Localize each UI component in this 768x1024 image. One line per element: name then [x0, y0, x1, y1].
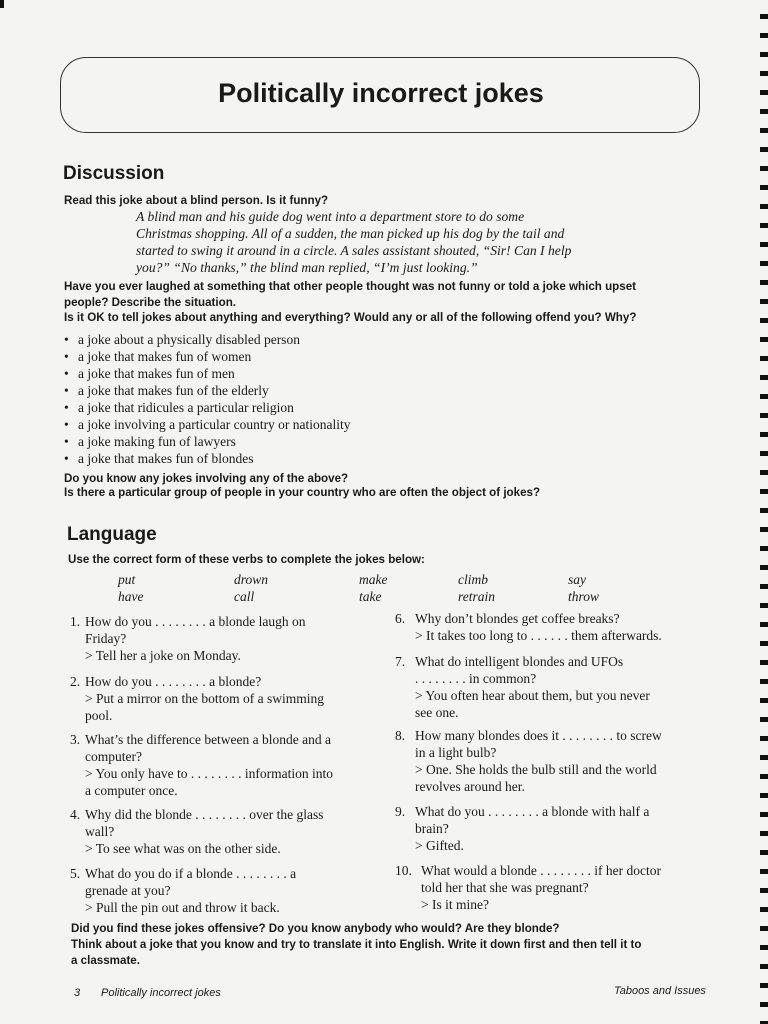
joke-line: started to swing it around in a circle. A sales assistant shouted, “Sir! Can I help [136, 243, 572, 258]
question-line: Did you find these jokes offensive? Do you know anybody who would? Are they blonde? [71, 922, 560, 935]
item-number: 4. [70, 807, 81, 822]
list-item: • a joke that makes fun of blondes [64, 450, 351, 467]
discussion-question-5: Is there a particular group of people in your country who are often the object of jokes? [64, 486, 541, 499]
item-line: What do intelligent blondes and UFOs [415, 654, 624, 669]
joke-item-8 [395, 727, 715, 795]
item-line: How do you . . . . . . . . a blonde laugh on [85, 614, 306, 629]
spiral-binding-edge [760, 0, 768, 1024]
joke-line: A blind man and his guide dog went into a department store to do some [136, 209, 525, 224]
item-answer: see one. [415, 705, 459, 720]
verb: call [234, 589, 255, 604]
question-line: people? Describe the situation. [64, 296, 237, 309]
item-line: What do you do if a blonde . . . . . . . . a [85, 866, 297, 881]
offence-list [64, 331, 351, 467]
item-answer: pool. [85, 708, 113, 723]
joke-item-3 [70, 731, 390, 799]
list-item: • a joke that makes fun of men [64, 365, 351, 382]
joke-item-4 [70, 806, 390, 857]
item-answer: a computer once. [85, 783, 178, 798]
item-line: grenade at you? [85, 883, 171, 898]
item-answer: > To see what was on the other side. [85, 841, 281, 856]
discussion-heading: Discussion [63, 163, 165, 184]
item-answer: > Put a mirror on the bottom of a swimming [85, 691, 324, 706]
discussion-question-1: Read this joke about a blind person. Is it funny? [64, 194, 329, 207]
footer-chapter: Politically incorrect jokes [101, 987, 221, 999]
item-answer: > Gifted. [415, 838, 464, 853]
verb: put [118, 572, 136, 587]
item-number: 2. [70, 674, 81, 689]
item-number: 3. [70, 732, 81, 747]
verb: drown [234, 572, 269, 587]
joke-item-9 [395, 803, 715, 854]
item-line: computer? [85, 749, 142, 764]
item-answer: revolves around her. [415, 779, 525, 794]
verb: say [568, 572, 586, 587]
item-answer: > Tell her a joke on Monday. [85, 648, 241, 663]
list-item: • a joke that makes fun of women [64, 348, 351, 365]
verb: throw [568, 589, 600, 604]
item-line: How many blondes does it . . . . . . . . to screw [415, 728, 662, 743]
item-line: wall? [85, 824, 115, 839]
list-item: • a joke making fun of lawyers [64, 433, 351, 450]
item-answer: > One. She holds the bulb still and the world [415, 762, 657, 777]
joke-item-7 [395, 653, 715, 721]
verb: make [359, 572, 388, 587]
footer-page-number: 3 [74, 987, 81, 999]
item-line: Why did the blonde . . . . . . . . over the glass [85, 807, 324, 822]
list-item: • a joke that makes fun of the elderly [64, 382, 351, 399]
verb: climb [458, 572, 488, 587]
language-instruction: Use the correct form of these verbs to complete the jokes below: [68, 553, 425, 566]
question-line: Have you ever laughed at something that other people thought was not funny or told a joke which upset [64, 280, 637, 293]
joke-line: you?” “No thanks,” the blind man replied, “I’m just looking.” [136, 260, 478, 275]
discussion-question-4: Do you know any jokes involving any of the above? [64, 472, 349, 485]
item-number: 7. [395, 654, 406, 669]
item-answer: > Is it mine? [421, 897, 489, 912]
item-line: How do you . . . . . . . . a blonde? [85, 674, 262, 689]
item-line: in a light bulb? [415, 745, 497, 760]
item-line: Why don’t blondes get coffee breaks? [415, 611, 620, 626]
item-number: 8. [395, 728, 406, 743]
joke-item-5 [70, 865, 390, 916]
item-answer: > You often hear about them, but you never [415, 688, 650, 703]
language-heading: Language [67, 524, 157, 545]
list-item: • a joke that ridicules a particular religion [64, 399, 351, 416]
item-line: What’s the difference between a blonde and a [85, 732, 332, 747]
item-number: 5. [70, 866, 81, 881]
item-line: brain? [415, 821, 449, 836]
item-line: What do you . . . . . . . . a blonde with half a [415, 804, 650, 819]
item-line: What would a blonde . . . . . . . . if her doctor [421, 863, 661, 878]
scan-corner-mark [0, 0, 4, 8]
joke-item-2 [70, 673, 390, 724]
item-number: 6. [395, 611, 406, 626]
joke-line: Christmas shopping. All of a sudden, the man picked up his dog by the tail and [136, 226, 565, 241]
joke-text [136, 208, 636, 276]
verb: take [359, 589, 382, 604]
joke-item-10 [395, 862, 715, 913]
list-item: • a joke involving a particular country or nationality [64, 416, 351, 433]
item-line: . . . . . . . . in common? [415, 671, 537, 686]
closing-questions [71, 921, 751, 969]
item-number: 10. [395, 863, 412, 878]
question-line: a classmate. [71, 954, 140, 967]
verb: retrain [458, 589, 495, 604]
item-answer: > It takes too long to . . . . . . them afterwards. [415, 628, 662, 643]
discussion-question-2 [64, 279, 636, 311]
joke-item-1 [70, 613, 390, 664]
item-answer: > You only have to . . . . . . . . information into [85, 766, 333, 781]
item-number: 9. [395, 804, 406, 819]
item-number: 1. [70, 614, 81, 629]
question-line: Think about a joke that you know and try to translate it into English. Write it down first and then tell it to [71, 938, 642, 951]
item-line: Friday? [85, 631, 127, 646]
list-item: • a joke about a physically disabled person [64, 331, 351, 348]
discussion-question-3: Is it OK to tell jokes about anything and everything? Would any or all of the following offend you? Why? [64, 311, 637, 324]
joke-item-6 [395, 610, 715, 644]
footer-section: Taboos and Issues [614, 985, 706, 997]
item-answer: > Pull the pin out and throw it back. [85, 900, 280, 915]
verb: have [118, 589, 144, 604]
item-line: told her that she was pregnant? [421, 880, 589, 895]
page-title: Politically incorrect jokes [218, 78, 544, 108]
